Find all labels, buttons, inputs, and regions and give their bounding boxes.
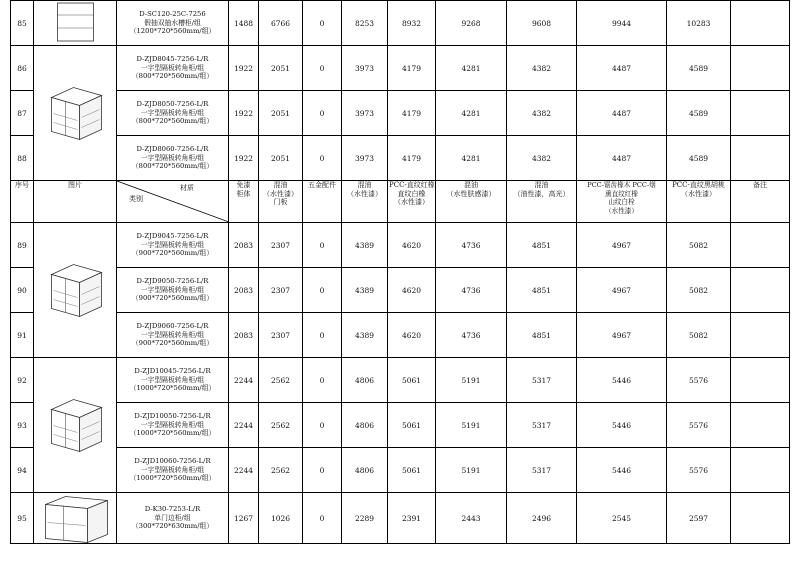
table-row [11,1,790,46]
row-number: 87 [11,91,34,136]
price-cell: 4487 [577,46,667,91]
table-row [11,46,790,91]
header-c10: 备注 [731,181,790,223]
price-cell: 4620 [388,223,436,268]
price-cell: 2083 [229,313,259,358]
remark-cell [731,136,790,181]
price-cell: 5317 [507,358,577,403]
price-cell: 5317 [507,448,577,493]
price-cell: 3973 [342,91,388,136]
price-cell: 5576 [667,403,731,448]
row-number: 92 [11,358,34,403]
product-description: D-K30-7253-L/R 单门边柜/组 （300*720*630mm/组） [117,493,229,544]
row-number: 85 [11,1,34,46]
header-c5: PCC-直纹红橡 直纹白橡 （水性漆） [388,181,436,223]
price-cell: 8932 [388,1,436,46]
price-cell: 3973 [342,136,388,181]
price-cell: 0 [303,1,342,46]
product-description: D-ZJD10045-7256-L/R 一字型隔板转角柜/组 （1000*720*560mm/组） [117,358,229,403]
price-table [10,0,790,544]
row-number: 93 [11,403,34,448]
side-cabinet-drawing [34,493,117,544]
price-cell: 4589 [667,136,731,181]
price-cell: 3973 [342,46,388,91]
product-description: D-ZJD8045-7256-L/R 一字型隔板转角柜/组 （800*720*560mm/组） [117,46,229,91]
price-cell: 4806 [342,358,388,403]
price-cell: 0 [303,91,342,136]
header-material: 材质 [180,184,194,192]
price-cell: 4967 [577,313,667,358]
price-cell: 4806 [342,448,388,493]
price-cell: 0 [303,448,342,493]
price-cell: 5082 [667,268,731,313]
header-row [11,181,790,223]
price-cell: 4806 [342,403,388,448]
price-cell: 2562 [259,448,303,493]
price-cell: 4620 [388,268,436,313]
price-cell: 4736 [436,313,507,358]
row-number: 89 [11,223,34,268]
price-cell: 8253 [342,1,388,46]
price-cell: 4179 [388,136,436,181]
table-row [11,448,790,493]
price-cell: 5061 [388,403,436,448]
price-cell: 4389 [342,223,388,268]
price-cell: 5446 [577,403,667,448]
price-sheet [10,0,790,544]
table-row [11,493,790,544]
price-cell: 4851 [507,313,577,358]
price-cell: 1026 [259,493,303,544]
remark-cell [731,46,790,91]
remark-cell [731,448,790,493]
price-cell: 4967 [577,268,667,313]
price-cell: 1488 [229,1,259,46]
price-cell: 2597 [667,493,731,544]
remark-cell [731,358,790,403]
price-cell: 2562 [259,403,303,448]
price-cell: 2244 [229,403,259,448]
table-row [11,136,790,181]
product-image [34,358,117,493]
price-cell: 4389 [342,268,388,313]
price-cell: 4382 [507,91,577,136]
price-cell: 2545 [577,493,667,544]
price-cell: 2083 [229,268,259,313]
price-cell: 4179 [388,46,436,91]
price-cell: 2562 [259,358,303,403]
price-cell: 5191 [436,358,507,403]
product-description: D-ZJD10060-7256-L/R 一字型隔板转角柜/组 （1000*720*560mm/组） [117,448,229,493]
price-cell: 2051 [259,136,303,181]
price-cell: 2307 [259,223,303,268]
price-cell: 9268 [436,1,507,46]
product-description: D-SC120-25C-7256 假抽双抽水槽柜/组 （1200*720*560mm/组） [117,1,229,46]
product-description: D-ZJD9050-7256-L/R 一字型隔板转角柜/组 （900*720*560mm/组） [117,268,229,313]
price-cell: 2443 [436,493,507,544]
remark-cell [731,91,790,136]
header-c6: 混油 （水性肤感漆） [436,181,507,223]
price-cell: 4620 [388,313,436,358]
row-number: 90 [11,268,34,313]
price-cell: 2083 [229,223,259,268]
price-cell: 9944 [577,1,667,46]
remark-cell [731,268,790,313]
price-cell: 4851 [507,268,577,313]
price-cell: 1922 [229,136,259,181]
price-cell: 1267 [229,493,259,544]
price-cell: 4281 [436,46,507,91]
price-cell: 4589 [667,46,731,91]
price-cell: 0 [303,46,342,91]
price-cell: 5191 [436,403,507,448]
header-c1: 免漆 柜体 [229,181,259,223]
price-cell: 5082 [667,223,731,268]
row-number: 88 [11,136,34,181]
price-cell: 4736 [436,223,507,268]
price-cell: 4736 [436,268,507,313]
price-cell: 4382 [507,136,577,181]
price-cell: 0 [303,313,342,358]
remark-cell [731,1,790,46]
header-c2: 混油 （水性漆） 门板 [259,181,303,223]
row-number: 86 [11,46,34,91]
header-c3: 五金配件 [303,181,342,223]
remark-cell [731,313,790,358]
remark-cell [731,223,790,268]
price-cell: 5061 [388,448,436,493]
price-cell: 5576 [667,358,731,403]
price-cell: 4851 [507,223,577,268]
product-image [34,46,117,181]
table-row [11,403,790,448]
header-c7: 混油 （油性漆，高光） [507,181,577,223]
price-cell: 5317 [507,403,577,448]
header-c9: PCC-直纹黑胡桃 （水性漆） [667,181,731,223]
header-category: 类别 [129,195,143,203]
header-seq: 序号 [11,181,34,223]
price-cell: 0 [303,268,342,313]
row-number: 95 [11,493,34,544]
price-cell: 5576 [667,448,731,493]
sink-cabinet-drawing [34,1,117,46]
price-cell: 4589 [667,91,731,136]
price-cell: 2307 [259,268,303,313]
product-description: D-ZJD8050-7256-L/R 一字型隔板转角柜/组 （800*720*560mm/组） [117,91,229,136]
row-number: 94 [11,448,34,493]
header-material-category [117,181,229,223]
price-cell: 0 [303,223,342,268]
price-cell: 0 [303,358,342,403]
price-cell: 2307 [259,313,303,358]
table-row [11,91,790,136]
remark-cell [731,403,790,448]
product-description: D-ZJD9060-7256-L/R 一字型隔板转角柜/组 （900*720*560mm/组） [117,313,229,358]
price-cell: 4389 [342,313,388,358]
product-description: D-ZJD9045-7256-L/R 一字型隔板转角柜/组 （900*720*560mm/组） [117,223,229,268]
price-cell: 4967 [577,223,667,268]
price-cell: 2496 [507,493,577,544]
header-image: 图片 [34,181,117,223]
header-c4: 混油 （水性漆） [342,181,388,223]
table-row [11,223,790,268]
corner-cabinet-drawing [34,46,117,181]
price-cell: 5191 [436,448,507,493]
header-c8: PCC-锯齿橡木 PCC-烟 熏直纹红橡 山纹白栓 （水性漆） [577,181,667,223]
price-cell: 9608 [507,1,577,46]
price-cell: 6766 [259,1,303,46]
price-cell: 2051 [259,46,303,91]
price-cell: 4382 [507,46,577,91]
price-cell: 1922 [229,46,259,91]
price-cell: 4487 [577,136,667,181]
price-cell: 4487 [577,91,667,136]
table-row [11,313,790,358]
price-cell: 4179 [388,91,436,136]
product-image [34,1,117,46]
price-cell: 5061 [388,358,436,403]
row-number: 91 [11,313,34,358]
price-cell: 4281 [436,91,507,136]
product-image [34,223,117,358]
price-cell: 5082 [667,313,731,358]
corner-cabinet-drawing [34,358,117,493]
price-cell: 10283 [667,1,731,46]
price-cell: 0 [303,136,342,181]
remark-cell [731,493,790,544]
price-cell: 0 [303,493,342,544]
price-cell: 5446 [577,448,667,493]
price-cell: 2051 [259,91,303,136]
price-cell: 2289 [342,493,388,544]
table-row [11,268,790,313]
corner-cabinet-drawing [34,223,117,358]
price-cell: 5446 [577,358,667,403]
price-cell: 4281 [436,136,507,181]
price-cell: 0 [303,403,342,448]
table-row [11,358,790,403]
product-description: D-ZJD8060-7256-L/R 一字型隔板转角柜/组 （800*720*560mm/组） [117,136,229,181]
price-cell: 2244 [229,448,259,493]
product-image [34,493,117,544]
product-description: D-ZJD10050-7256-L/R 一字型隔板转角柜/组 （1000*720*560mm/组） [117,403,229,448]
price-cell: 1922 [229,91,259,136]
price-cell: 2244 [229,358,259,403]
price-cell: 2391 [388,493,436,544]
